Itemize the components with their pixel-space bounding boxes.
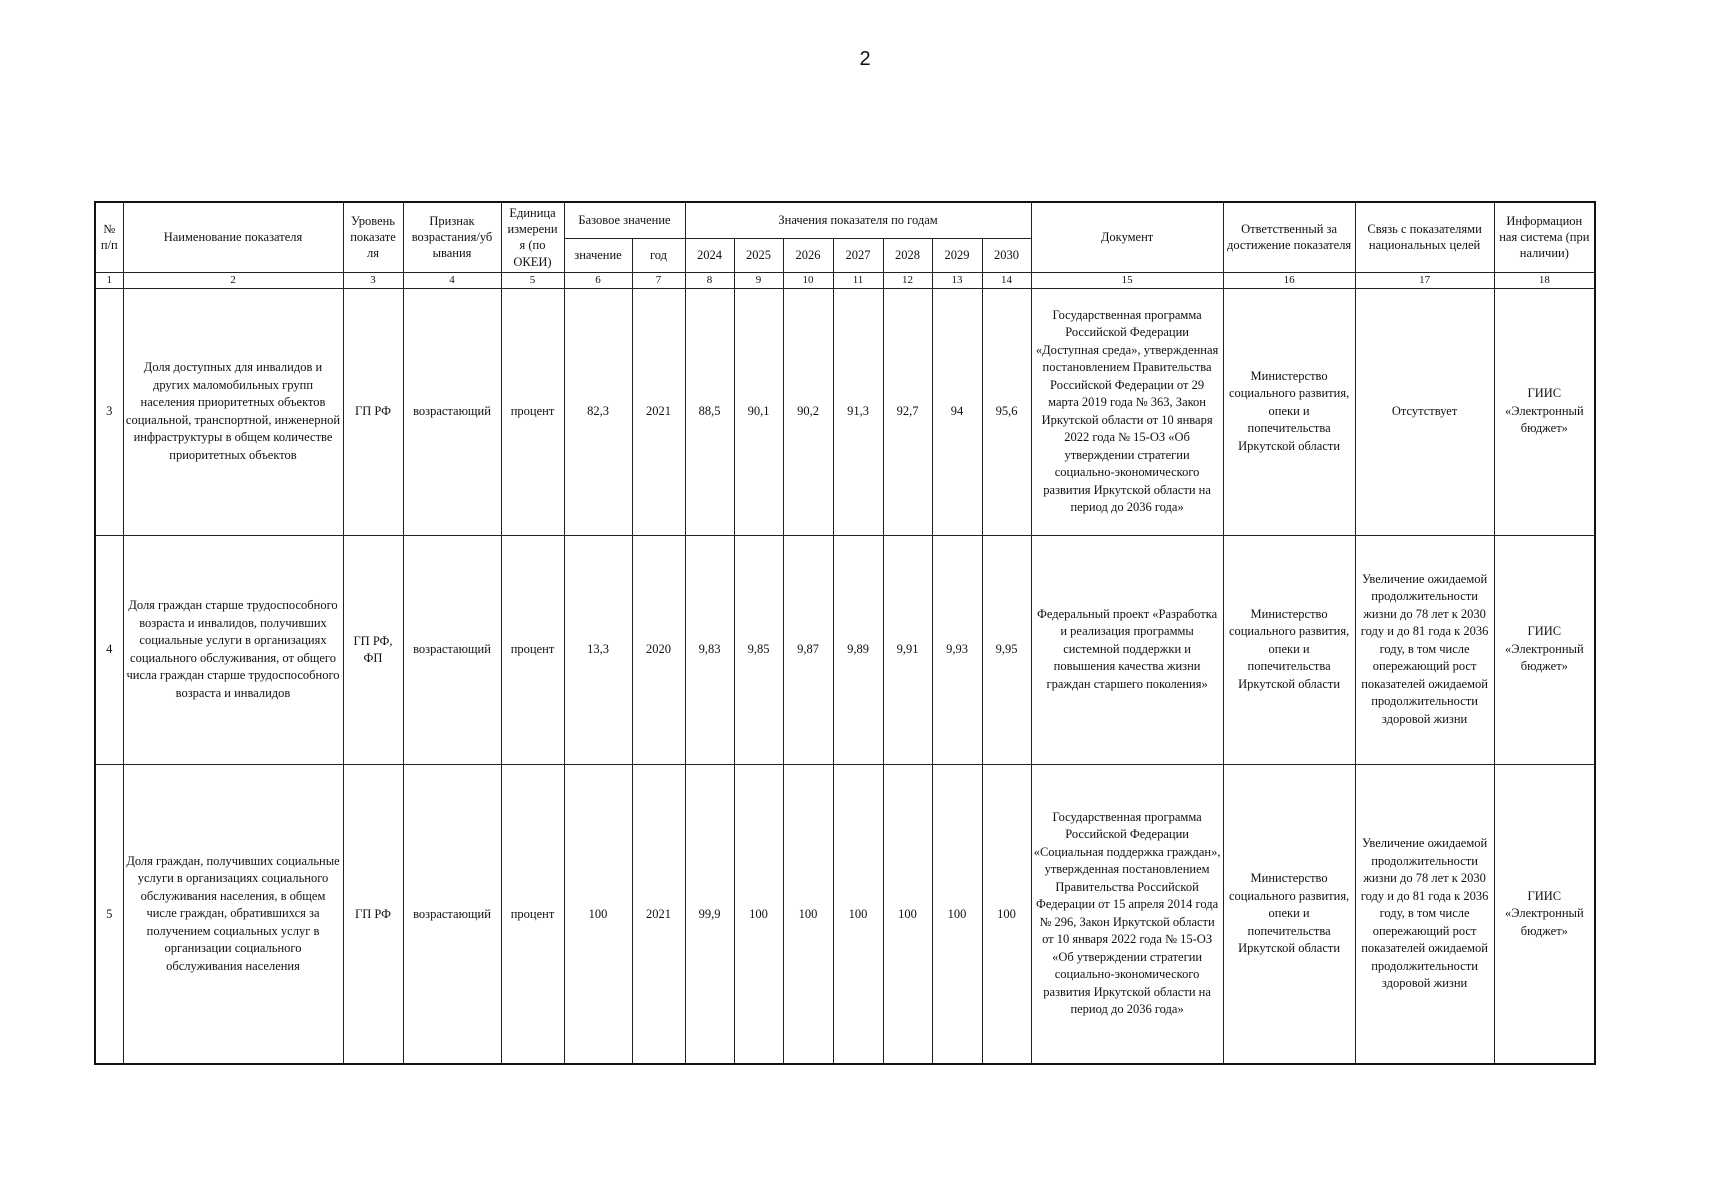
indicators-table (94, 201, 1596, 1065)
row-num: 3 (95, 288, 123, 535)
responsible: Министерство социального развития, опеки и попечительства Иркутской области (1223, 288, 1355, 535)
header-num: № п/п (95, 202, 123, 272)
year-value: 100 (982, 764, 1031, 1064)
column-number: 8 (685, 272, 734, 288)
header-years-group: Значения показателя по годам (685, 202, 1031, 238)
column-number: 13 (932, 272, 982, 288)
indicator-level: ГП РФ (343, 288, 403, 535)
header-base-value: значение (564, 238, 632, 272)
year-value: 100 (932, 764, 982, 1064)
column-numbers-row (95, 272, 1595, 288)
national-goal-link: Увеличение ожидаемой продолжительности жизни до 78 лет к 2030 году и до 81 года к 2036 году, в том числе опережающий рост показателей ожидаемой продолжительности здоровой жизни (1355, 764, 1494, 1064)
year-value: 99,9 (685, 764, 734, 1064)
column-number: 2 (123, 272, 343, 288)
year-value: 90,2 (783, 288, 833, 535)
header-base: Базовое значение (564, 202, 685, 238)
year-value: 100 (734, 764, 783, 1064)
year-value: 92,7 (883, 288, 932, 535)
year-value: 91,3 (833, 288, 883, 535)
year-value: 9,85 (734, 535, 783, 764)
header-year: 2028 (883, 238, 932, 272)
header-base-year: год (632, 238, 685, 272)
header-national-goals: Связь с показателями национальных целей (1355, 202, 1494, 272)
indicator-trend: возрастающий (403, 288, 501, 535)
indicator-trend: возрастающий (403, 764, 501, 1064)
column-number: 12 (883, 272, 932, 288)
national-goal-link: Увеличение ожидаемой продолжительности жизни до 78 лет к 2030 году и до 81 года к 2036 году, в том числе опережающий рост показателей ожидаемой продолжительности здоровой жизни (1355, 535, 1494, 764)
column-number: 4 (403, 272, 501, 288)
indicator-name: Доля граждан старше трудоспособного возраста и инвалидов, получивших социальные услуги в организациях социального обслуживания, от общего числа граждан старше трудоспособного возраста и инвалидов (123, 535, 343, 764)
table-row (95, 764, 1595, 1064)
header-unit: Единица измерени я (по ОКЕИ) (501, 202, 564, 272)
page-number: 2 (859, 48, 871, 70)
row-num: 4 (95, 535, 123, 764)
header-trend: Признак возрастания/уб ывания (403, 202, 501, 272)
indicator-trend: возрастающий (403, 535, 501, 764)
year-value: 88,5 (685, 288, 734, 535)
indicator-unit: процент (501, 764, 564, 1064)
indicator-name: Доля граждан, получивших социальные услуги в организациях социального обслуживания населения, в общем числе граждан, обратившихся за получением социальных услуг в организации социального обслуживания населения (123, 764, 343, 1064)
base-year: 2021 (632, 764, 685, 1064)
column-number: 10 (783, 272, 833, 288)
year-value: 100 (833, 764, 883, 1064)
indicator-unit: процент (501, 535, 564, 764)
year-value: 9,93 (932, 535, 982, 764)
table-row (95, 535, 1595, 764)
column-number: 18 (1494, 272, 1595, 288)
year-value: 9,89 (833, 535, 883, 764)
column-number: 17 (1355, 272, 1494, 288)
column-number: 7 (632, 272, 685, 288)
year-value: 9,95 (982, 535, 1031, 764)
header-year: 2030 (982, 238, 1031, 272)
header-year: 2025 (734, 238, 783, 272)
table-row (95, 288, 1595, 535)
national-goal-link: Отсутствует (1355, 288, 1494, 535)
column-number: 3 (343, 272, 403, 288)
base-value: 13,3 (564, 535, 632, 764)
base-value: 100 (564, 764, 632, 1064)
info-system: ГИИС «Электронный бюджет» (1494, 764, 1595, 1064)
column-number: 6 (564, 272, 632, 288)
document: Государственная программа Российской Федерации «Доступная среда», утвержденная постановлением Правительства Российской Федерации от 29 марта 2019 года № 363, Закон Иркутской области от 10 января 2022 года № 15-ОЗ «Об утверждении стратегии социально-экономического развития Иркутской области на период до 2036 года» (1031, 288, 1223, 535)
header-info-system: Информацион ная система (при наличии) (1494, 202, 1595, 272)
year-value: 95,6 (982, 288, 1031, 535)
info-system: ГИИС «Электронный бюджет» (1494, 535, 1595, 764)
header-responsible: Ответственный за достижение показателя (1223, 202, 1355, 272)
year-value: 90,1 (734, 288, 783, 535)
responsible: Министерство социального развития, опеки и попечительства Иркутской области (1223, 764, 1355, 1064)
header-level: Уровень показате ля (343, 202, 403, 272)
indicator-level: ГП РФ, ФП (343, 535, 403, 764)
column-number: 5 (501, 272, 564, 288)
column-number: 15 (1031, 272, 1223, 288)
column-number: 14 (982, 272, 1031, 288)
info-system: ГИИС «Электронный бюджет» (1494, 288, 1595, 535)
base-value: 82,3 (564, 288, 632, 535)
document: Федеральный проект «Разработка и реализация программы системной поддержки и повышения качества жизни граждан старшего поколения» (1031, 535, 1223, 764)
year-value: 100 (883, 764, 932, 1064)
header-document: Документ (1031, 202, 1223, 272)
column-number: 9 (734, 272, 783, 288)
year-value: 9,91 (883, 535, 932, 764)
indicator-name: Доля доступных для инвалидов и других маломобильных групп населения приоритетных объектов социальной, транспортной, инженерной инфраструктуры в общем количестве приоритетных объектов (123, 288, 343, 535)
row-num: 5 (95, 764, 123, 1064)
year-value: 9,83 (685, 535, 734, 764)
indicator-level: ГП РФ (343, 764, 403, 1064)
document: Государственная программа Российской Федерации «Социальная поддержка граждан», утвержденная постановлением Правительства Российской Федерации от 15 апреля 2014 года № 296, Закон Иркутской области от 10 января 2022 года № 15-ОЗ «Об утверждении стратегии социально-экономического развития Иркутской области на период до 2036 года» (1031, 764, 1223, 1064)
column-number: 11 (833, 272, 883, 288)
header-year: 2027 (833, 238, 883, 272)
year-value: 9,87 (783, 535, 833, 764)
header-year: 2024 (685, 238, 734, 272)
header-year: 2026 (783, 238, 833, 272)
year-value: 100 (783, 764, 833, 1064)
year-value: 94 (932, 288, 982, 535)
column-number: 16 (1223, 272, 1355, 288)
header-name: Наименование показателя (123, 202, 343, 272)
base-year: 2021 (632, 288, 685, 535)
base-year: 2020 (632, 535, 685, 764)
indicator-unit: процент (501, 288, 564, 535)
column-number: 1 (95, 272, 123, 288)
header-year: 2029 (932, 238, 982, 272)
responsible: Министерство социального развития, опеки и попечительства Иркутской области (1223, 535, 1355, 764)
